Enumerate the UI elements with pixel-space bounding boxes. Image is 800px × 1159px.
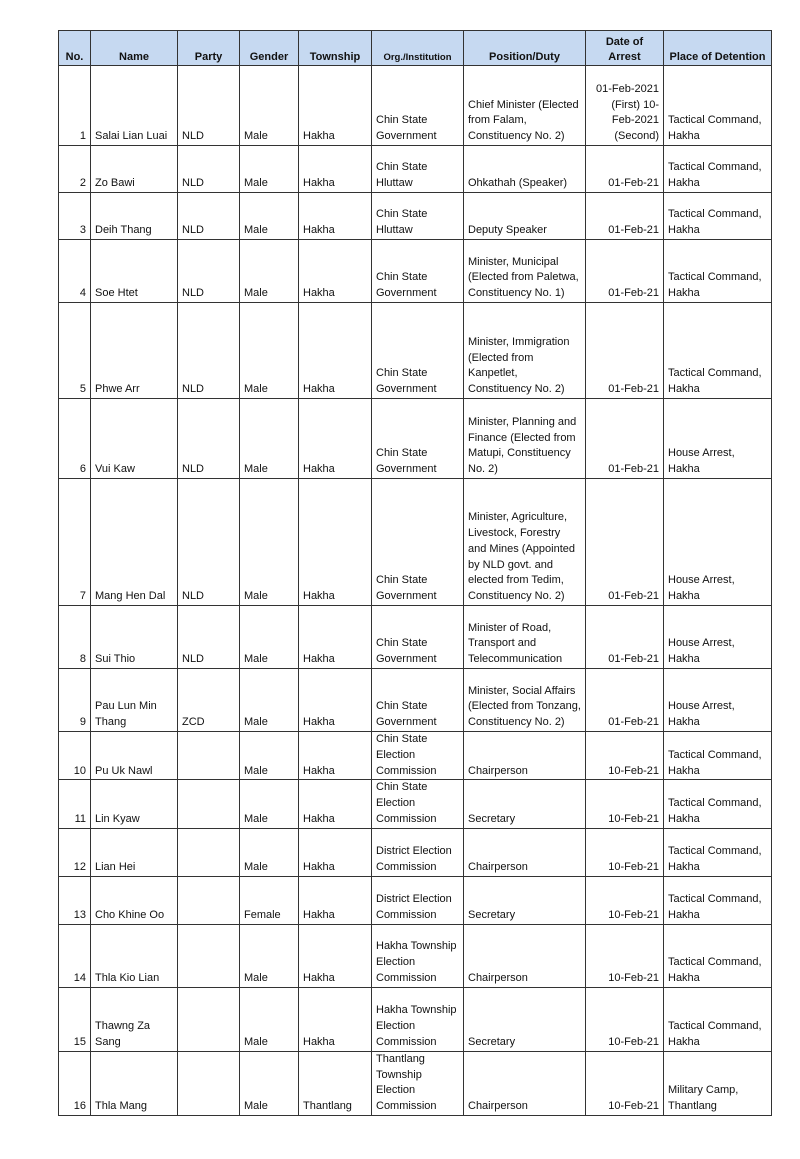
cell-date: 10-Feb-21 — [586, 732, 664, 780]
cell-gender: Male — [240, 669, 299, 732]
header-place: Place of Detention — [664, 31, 772, 66]
cell-party: NLD — [178, 399, 240, 479]
cell-name: Pu Uk Nawl — [91, 732, 178, 780]
cell-place: House Arrest, Hakha — [664, 479, 772, 606]
cell-position: Minister, Agriculture, Livestock, Forestry and Mines (Appointed by NLD govt. and elected from Tedim, Constituency No. 2) — [464, 479, 586, 606]
cell-date: 01-Feb-21 — [586, 240, 664, 303]
cell-place: Tactical Command, Hakha — [664, 924, 772, 987]
cell-date: 10-Feb-21 — [586, 1051, 664, 1115]
cell-date: 10-Feb-21 — [586, 876, 664, 924]
cell-place: House Arrest, Hakha — [664, 606, 772, 669]
cell-gender: Male — [240, 987, 299, 1051]
cell-party — [178, 987, 240, 1051]
cell-org: Chin State Election Commission — [372, 780, 464, 828]
cell-org: Chin State Hluttaw — [372, 193, 464, 240]
cell-position: Chairperson — [464, 732, 586, 780]
cell-date: 10-Feb-21 — [586, 924, 664, 987]
cell-org: Chin State Government — [372, 240, 464, 303]
cell-gender: Male — [240, 780, 299, 828]
cell-no: 10 — [59, 732, 91, 780]
header-party: Party — [178, 31, 240, 66]
cell-township: Hakha — [299, 193, 372, 240]
table-row — [59, 193, 772, 240]
cell-date: 01-Feb-21 — [586, 303, 664, 399]
table-row — [59, 828, 772, 876]
cell-township: Hakha — [299, 240, 372, 303]
cell-position: Chief Minister (Elected from Falam, Constituency No. 2) — [464, 66, 586, 146]
cell-gender: Male — [240, 924, 299, 987]
table-body — [59, 66, 772, 1116]
cell-place: House Arrest, Hakha — [664, 399, 772, 479]
document-page — [58, 30, 771, 1116]
cell-party: ZCD — [178, 669, 240, 732]
cell-no: 3 — [59, 193, 91, 240]
cell-date: 01-Feb-21 — [586, 669, 664, 732]
cell-place: Tactical Command, Hakha — [664, 732, 772, 780]
header-no: No. — [59, 31, 91, 66]
cell-no: 16 — [59, 1051, 91, 1115]
cell-township: Hakha — [299, 66, 372, 146]
header-date: Date of Arrest — [586, 31, 664, 66]
cell-name: Thla Mang — [91, 1051, 178, 1115]
cell-place: Military Camp, Thantlang — [664, 1051, 772, 1115]
cell-no: 12 — [59, 828, 91, 876]
cell-party — [178, 780, 240, 828]
cell-org: Chin State Government — [372, 66, 464, 146]
cell-township: Hakha — [299, 669, 372, 732]
table-row — [59, 669, 772, 732]
cell-place: House Arrest, Hakha — [664, 669, 772, 732]
cell-place: Tactical Command, Hakha — [664, 780, 772, 828]
cell-gender: Male — [240, 479, 299, 606]
cell-org: District Election Commission — [372, 828, 464, 876]
cell-party: NLD — [178, 146, 240, 193]
header-position: Position/Duty — [464, 31, 586, 66]
cell-no: 15 — [59, 987, 91, 1051]
cell-date: 01-Feb-21 — [586, 606, 664, 669]
cell-position: Minister of Road, Transport and Telecommunication — [464, 606, 586, 669]
cell-township: Hakha — [299, 732, 372, 780]
cell-party: NLD — [178, 303, 240, 399]
cell-party — [178, 1051, 240, 1115]
cell-position: Minister, Social Affairs (Elected from Tonzang, Constituency No. 2) — [464, 669, 586, 732]
cell-name: Deih Thang — [91, 193, 178, 240]
cell-township: Hakha — [299, 303, 372, 399]
cell-gender: Female — [240, 876, 299, 924]
cell-name: Zo Bawi — [91, 146, 178, 193]
table-row — [59, 146, 772, 193]
cell-org: Chin State Hluttaw — [372, 146, 464, 193]
cell-township: Hakha — [299, 987, 372, 1051]
cell-township: Thantlang — [299, 1051, 372, 1115]
table-row — [59, 1051, 772, 1115]
table-row — [59, 876, 772, 924]
cell-party — [178, 876, 240, 924]
cell-name: Thawng Za Sang — [91, 987, 178, 1051]
cell-position: Secretary — [464, 987, 586, 1051]
cell-org: Thantlang Township Election Commission — [372, 1051, 464, 1115]
cell-township: Hakha — [299, 924, 372, 987]
cell-position: Minister, Immigration (Elected from Kanpetlet, Constituency No. 2) — [464, 303, 586, 399]
cell-gender: Male — [240, 1051, 299, 1115]
cell-name: Phwe Arr — [91, 303, 178, 399]
detention-table — [58, 30, 772, 1116]
cell-place: Tactical Command, Hakha — [664, 876, 772, 924]
cell-org: Chin State Government — [372, 399, 464, 479]
cell-name: Vui Kaw — [91, 399, 178, 479]
table-row — [59, 732, 772, 780]
header-gender: Gender — [240, 31, 299, 66]
cell-date: 10-Feb-21 — [586, 828, 664, 876]
header-name: Name — [91, 31, 178, 66]
cell-gender: Male — [240, 146, 299, 193]
cell-org: District Election Commission — [372, 876, 464, 924]
cell-township: Hakha — [299, 828, 372, 876]
table-row — [59, 399, 772, 479]
cell-date: 01-Feb-21 — [586, 193, 664, 240]
cell-no: 14 — [59, 924, 91, 987]
cell-township: Hakha — [299, 606, 372, 669]
cell-date: 01-Feb-2021 (First) 10-Feb-2021 (Second) — [586, 66, 664, 146]
table-row — [59, 924, 772, 987]
table-row — [59, 479, 772, 606]
cell-date: 10-Feb-21 — [586, 987, 664, 1051]
cell-position: Ohkathah (Speaker) — [464, 146, 586, 193]
cell-township: Hakha — [299, 146, 372, 193]
cell-org: Chin State Government — [372, 303, 464, 399]
cell-no: 5 — [59, 303, 91, 399]
cell-name: Pau Lun Min Thang — [91, 669, 178, 732]
cell-position: Minister, Municipal (Elected from Paletwa, Constituency No. 1) — [464, 240, 586, 303]
cell-position: Secretary — [464, 876, 586, 924]
cell-party: NLD — [178, 193, 240, 240]
table-row — [59, 66, 772, 146]
header-township: Township — [299, 31, 372, 66]
cell-no: 11 — [59, 780, 91, 828]
table-row — [59, 303, 772, 399]
cell-gender: Male — [240, 828, 299, 876]
cell-position: Secretary — [464, 780, 586, 828]
cell-gender: Male — [240, 303, 299, 399]
cell-position: Minister, Planning and Finance (Elected from Matupi, Constituency No. 2) — [464, 399, 586, 479]
cell-place: Tactical Command, Hakha — [664, 193, 772, 240]
cell-position: Chairperson — [464, 924, 586, 987]
cell-no: 4 — [59, 240, 91, 303]
cell-no: 7 — [59, 479, 91, 606]
cell-org: Chin State Government — [372, 479, 464, 606]
cell-org: Hakha Township Election Commission — [372, 924, 464, 987]
cell-org: Hakha Township Election Commission — [372, 987, 464, 1051]
cell-org: Chin State Government — [372, 606, 464, 669]
cell-position: Deputy Speaker — [464, 193, 586, 240]
cell-party: NLD — [178, 240, 240, 303]
cell-party: NLD — [178, 66, 240, 146]
cell-party: NLD — [178, 606, 240, 669]
cell-no: 8 — [59, 606, 91, 669]
cell-gender: Male — [240, 732, 299, 780]
cell-place: Tactical Command, Hakha — [664, 240, 772, 303]
cell-name: Cho Khine Oo — [91, 876, 178, 924]
cell-name: Soe Htet — [91, 240, 178, 303]
cell-name: Lian Hei — [91, 828, 178, 876]
cell-date: 01-Feb-21 — [586, 399, 664, 479]
cell-position: Chairperson — [464, 828, 586, 876]
cell-place: Tactical Command, Hakha — [664, 66, 772, 146]
table-row — [59, 987, 772, 1051]
cell-no: 1 — [59, 66, 91, 146]
cell-org: Chin State Election Commission — [372, 732, 464, 780]
cell-gender: Male — [240, 606, 299, 669]
cell-township: Hakha — [299, 399, 372, 479]
cell-name: Mang Hen Dal — [91, 479, 178, 606]
cell-party — [178, 828, 240, 876]
cell-place: Tactical Command, Hakha — [664, 828, 772, 876]
cell-no: 9 — [59, 669, 91, 732]
cell-no: 6 — [59, 399, 91, 479]
cell-name: Thla Kio Lian — [91, 924, 178, 987]
cell-name: Sui Thio — [91, 606, 178, 669]
cell-township: Hakha — [299, 876, 372, 924]
cell-no: 2 — [59, 146, 91, 193]
header-org: Org./Institution — [372, 31, 464, 66]
table-row — [59, 606, 772, 669]
cell-place: Tactical Command, Hakha — [664, 146, 772, 193]
cell-township: Hakha — [299, 479, 372, 606]
cell-party — [178, 924, 240, 987]
cell-party: NLD — [178, 479, 240, 606]
cell-gender: Male — [240, 193, 299, 240]
table-row — [59, 780, 772, 828]
cell-place: Tactical Command, Hakha — [664, 303, 772, 399]
cell-position: Chairperson — [464, 1051, 586, 1115]
cell-name: Salai Lian Luai — [91, 66, 178, 146]
cell-no: 13 — [59, 876, 91, 924]
cell-name: Lin Kyaw — [91, 780, 178, 828]
cell-party — [178, 732, 240, 780]
cell-date: 01-Feb-21 — [586, 146, 664, 193]
cell-gender: Male — [240, 240, 299, 303]
cell-org: Chin State Government — [372, 669, 464, 732]
cell-gender: Male — [240, 66, 299, 146]
cell-date: 01-Feb-21 — [586, 479, 664, 606]
cell-gender: Male — [240, 399, 299, 479]
cell-date: 10-Feb-21 — [586, 780, 664, 828]
cell-place: Tactical Command, Hakha — [664, 987, 772, 1051]
header-row — [59, 31, 772, 66]
table-row — [59, 240, 772, 303]
cell-township: Hakha — [299, 780, 372, 828]
